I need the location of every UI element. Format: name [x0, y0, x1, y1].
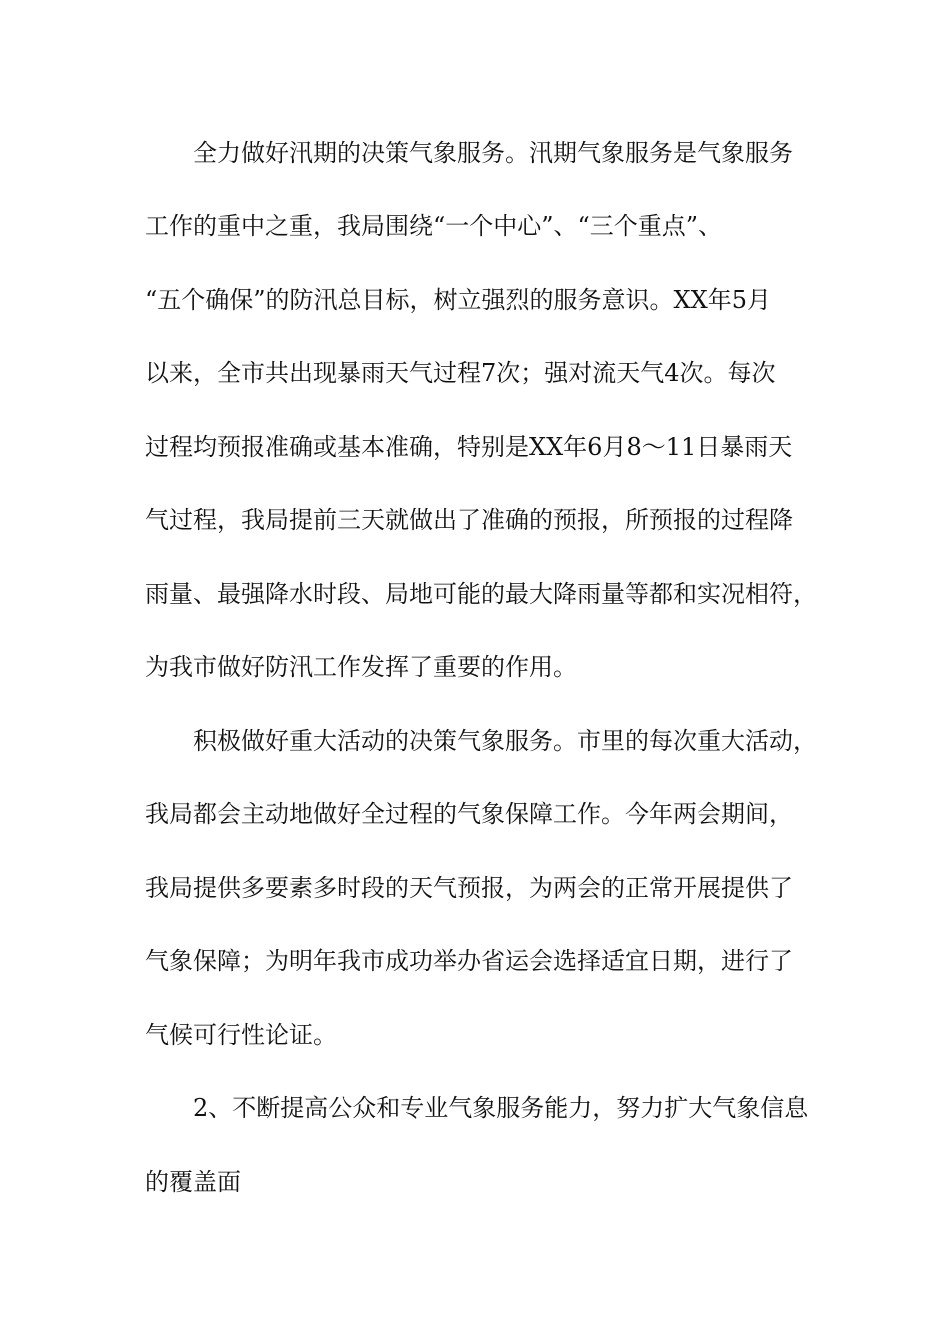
- text-line: 积极做好重大活动的决策气象服务。市里的每次重大活动，: [193, 727, 817, 755]
- text-line: 我局提供多要素多时段的天气预报，为两会的正常开展提供了: [145, 874, 793, 902]
- text-line: 雨量、最强降水时段、局地可能的最大降雨量等都和实况相符，: [145, 580, 817, 608]
- text-line: 工作的重中之重，我局围绕“一个中心”、“三个重点”、: [145, 212, 723, 240]
- text-line: 气候可行性论证。: [145, 1021, 337, 1049]
- text-line: 全力做好汛期的决策气象服务。汛期气象服务是气象服务: [193, 139, 793, 167]
- text-line: 我局都会主动地做好全过程的气象保障工作。今年两会期间，: [145, 800, 793, 828]
- text-line: “五个确保”的防汛总目标，树立强烈的服务意识。XX年5月: [145, 286, 771, 314]
- text-line: 气过程，我局提前三天就做出了准确的预报，所预报的过程降: [145, 506, 793, 534]
- text-line: 的覆盖面: [145, 1168, 241, 1196]
- text-line: 为我市做好防汛工作发挥了重要的作用。: [145, 653, 577, 681]
- text-line: 气象保障；为明年我市成功举办省运会选择适宜日期，进行了: [145, 947, 793, 975]
- text-line: 过程均预报准确或基本准确，特别是XX年6月8～11日暴雨天: [145, 433, 793, 461]
- text-line: 2、不断提高公众和专业气象服务能力，努力扩大气象信息: [193, 1094, 809, 1122]
- text-line: 以来，全市共出现暴雨天气过程7次；强对流天气4次。每次: [145, 359, 776, 387]
